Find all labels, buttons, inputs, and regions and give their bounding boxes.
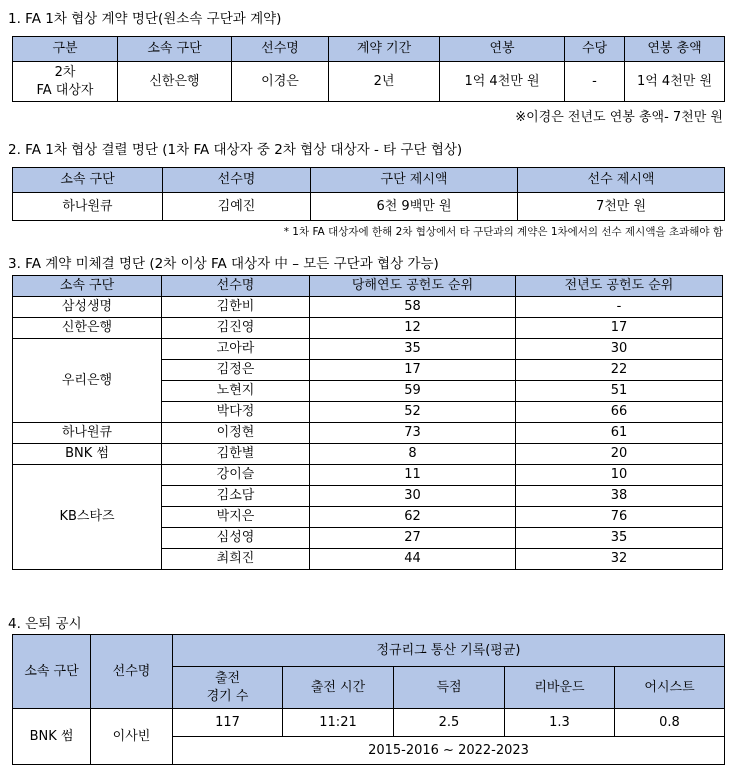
header-minutes: 출전 시간 [283,667,394,709]
player-cell: 노현지 [162,381,310,402]
category-line2: FA 대상자 [36,82,94,98]
current-rank-cell: 62 [310,507,516,528]
team-cell: 신한은행 [118,62,232,102]
header-prev-rank: 전년도 공헌도 순위 [516,276,723,297]
header-team: 소속 구단 [13,276,162,297]
section4-title: 4. 은퇴 공시 [8,616,82,632]
team-cell: 신한은행 [13,318,162,339]
header-points: 득점 [394,667,505,709]
table-row [13,339,723,360]
header-player-ask: 선수 제시액 [518,168,725,193]
fa-first-round-contract-table [12,36,725,102]
player-cell: 이사빈 [91,709,173,765]
prev-rank-cell: 22 [516,360,723,381]
prev-rank-cell: 66 [516,402,723,423]
current-rank-cell: 52 [310,402,516,423]
current-rank-cell: 30 [310,486,516,507]
section2-note: * 1차 FA 대상자에 한해 2차 협상에서 타 구단과의 계약은 1차에서의 선수 제시액을 초과해야 함 [283,226,723,238]
header-club-offer: 구단 제시액 [311,168,518,193]
player-cell: 이정현 [162,423,310,444]
team-cell: 하나원큐 [13,423,162,444]
player-cell: 고아라 [162,339,310,360]
team-cell: BNK 썸 [13,444,162,465]
category-line1: 2차 [54,64,76,80]
header-games-line2: 경기 수 [206,688,249,704]
header-team: 소속 구단 [118,37,232,62]
table-row [13,318,723,339]
table-row [13,423,723,444]
section1-note: ※이경은 전년도 연봉 총액- 7천만 원 [515,110,723,125]
category-cell [13,62,118,102]
header-games [173,667,283,709]
prev-rank-cell: 20 [516,444,723,465]
player-cell: 박지은 [162,507,310,528]
team-cell: 삼성생명 [13,297,162,318]
header-team: 소속 구단 [13,635,91,709]
player-cell: 심성영 [162,528,310,549]
header-team: 소속 구단 [13,168,163,193]
section1-title: 1. FA 1차 협상 계약 명단(원소속 구단과 계약) [8,11,282,27]
header-total: 연봉 총액 [625,37,725,62]
current-rank-cell: 11 [310,465,516,486]
section3-title: 3. FA 계약 미체결 명단 (2차 이상 FA 대상자 中 – 모든 구단과 협상 가능) [8,256,439,272]
rebounds-cell: 1.3 [505,709,615,737]
header-period: 계약 기간 [329,37,440,62]
player-cell: 김예진 [163,193,311,221]
prev-rank-cell: 51 [516,381,723,402]
current-rank-cell: 27 [310,528,516,549]
prev-rank-cell: 10 [516,465,723,486]
games-cell: 117 [173,709,283,737]
header-category: 구분 [13,37,118,62]
points-cell: 2.5 [394,709,505,737]
period-cell: 2년 [329,62,440,102]
current-rank-cell: 59 [310,381,516,402]
seasons-cell: 2015-2016 ~ 2022-2023 [173,737,725,765]
minutes-cell: 11:21 [283,709,394,737]
header-player: 선수명 [232,37,329,62]
table-row [13,444,723,465]
fa-unsigned-table [12,275,723,570]
player-cell: 박다정 [162,402,310,423]
club-offer-cell: 6천 9백만 원 [311,193,518,221]
table-header-row [13,37,725,62]
player-cell: 최희진 [162,549,310,570]
current-rank-cell: 35 [310,339,516,360]
prev-rank-cell: 30 [516,339,723,360]
team-cell: KB스타즈 [13,465,162,570]
header-current-rank: 당해연도 공헌도 순위 [310,276,516,297]
header-player: 선수명 [91,635,173,709]
table-header-row [13,276,723,297]
current-rank-cell: 58 [310,297,516,318]
table-row [13,465,723,486]
total-cell: 1억 4천만 원 [625,62,725,102]
header-games-line1: 출전 [214,670,241,686]
player-ask-cell: 7천만 원 [518,193,725,221]
current-rank-cell: 73 [310,423,516,444]
prev-rank-cell: 76 [516,507,723,528]
header-allowance: 수당 [565,37,625,62]
assists-cell: 0.8 [615,709,725,737]
prev-rank-cell: 32 [516,549,723,570]
team-cell: BNK 썸 [13,709,91,765]
team-cell: 하나원큐 [13,193,163,221]
player-cell: 김소담 [162,486,310,507]
header-career-record: 정규리그 통산 기록(평균) [173,635,725,667]
fa-negotiation-failed-table [12,167,725,221]
team-cell: 우리은행 [13,339,162,423]
table-row [13,193,725,221]
prev-rank-cell: - [516,297,723,318]
prev-rank-cell: 17 [516,318,723,339]
header-assists: 어시스트 [615,667,725,709]
prev-rank-cell: 61 [516,423,723,444]
table-row [13,62,725,102]
prev-rank-cell: 35 [516,528,723,549]
table-row [13,709,725,737]
current-rank-cell: 12 [310,318,516,339]
section2-title: 2. FA 1차 협상 결렬 명단 (1차 FA 대상자 중 2차 협상 대상자 - 타 구단 협상) [8,142,463,158]
table-header-row [13,635,725,667]
current-rank-cell: 44 [310,549,516,570]
player-cell: 김한비 [162,297,310,318]
prev-rank-cell: 38 [516,486,723,507]
unsigned-table-body [13,297,723,570]
header-player: 선수명 [163,168,311,193]
table-header-row [13,168,725,193]
allowance-cell: - [565,62,625,102]
header-player: 선수명 [162,276,310,297]
table-row [13,297,723,318]
player-cell: 김진영 [162,318,310,339]
player-cell: 김한별 [162,444,310,465]
current-rank-cell: 17 [310,360,516,381]
player-cell: 이경은 [232,62,329,102]
retirement-table [12,634,725,765]
player-cell: 강이슬 [162,465,310,486]
salary-cell: 1억 4천만 원 [440,62,565,102]
header-rebounds: 리바운드 [505,667,615,709]
player-cell: 김정은 [162,360,310,381]
current-rank-cell: 8 [310,444,516,465]
header-salary: 연봉 [440,37,565,62]
